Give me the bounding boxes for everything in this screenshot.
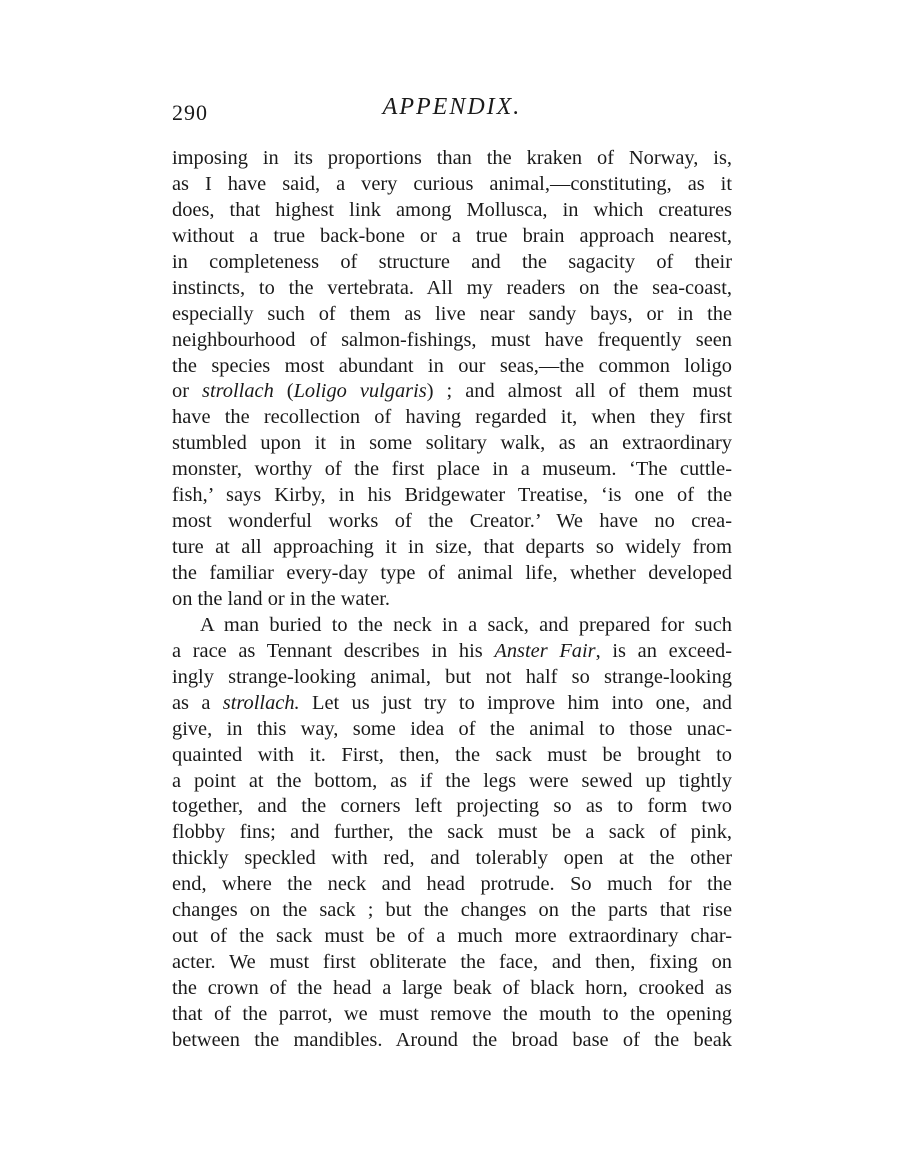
text-line: the familiar every-day type of animal life, whether developed: [172, 562, 732, 584]
text-line: give, in this way, some idea of the animal to those unac-: [172, 717, 732, 740]
text-line: fish,’ says Kirby, in his Bridgewater Treatise, ‘is one of the: [172, 484, 732, 507]
text-line: in completeness of structure and the sagacity of their: [172, 250, 732, 273]
text-run: or: [172, 380, 203, 403]
text-line: [172, 379, 732, 405]
text-line: most wonderful works of the Creator.’ We have no crea-: [172, 510, 732, 533]
text-line: monster, worthy of the first place in a museum. ‘The cuttle-: [172, 458, 732, 481]
text-run: Let us just try to improve him into one, and: [299, 691, 732, 714]
text-line: thickly speckled with red, and tolerably open at the other: [172, 847, 732, 870]
text-line: ture at all approaching it in size, that departs so widely from: [172, 536, 732, 559]
page-number: 290: [172, 100, 208, 125]
text-line: especially such of them as live near sandy bays, or in the: [172, 302, 732, 325]
text-line: out of the sack must be of a much more extraordinary char-: [172, 925, 732, 948]
text-line: on the land or in the water.: [172, 587, 391, 610]
text-line: that of the parrot, we must remove the mouth to the opening: [172, 1002, 732, 1025]
text-line: the crown of the head a large beak of black horn, crooked as: [172, 977, 732, 999]
text-line: A man buried to the neck in a sack, and prepared for such: [200, 613, 732, 636]
text-line: without a true back-bone or a true brain approach nearest,: [172, 224, 732, 247]
text-line: neighbourhood of salmon-fishings, must have frequently seen: [172, 328, 732, 351]
text-line: changes on the sack ; but the changes on the parts that rise: [172, 899, 732, 922]
text-line: the species most abundant in our seas,—the common loligo: [172, 354, 732, 377]
text-line: does, that highest link among Mollusca, in which creatures: [172, 198, 732, 221]
text-run: , is an exceed-: [595, 639, 732, 662]
italic-term: Anster Fair: [494, 639, 596, 662]
text-line: quainted with it. First, then, the sack must be brought to: [172, 743, 732, 766]
italic-term: Loligo vulgaris: [293, 380, 427, 403]
italic-term: strollach.: [222, 691, 300, 714]
text-line: ingly strange-looking animal, but not half so strange-looking: [172, 665, 732, 688]
text-line: instincts, to the vertebrata. All my readers on the sea-coast,: [172, 276, 732, 299]
text-run: (: [273, 380, 294, 403]
page-header: [172, 94, 732, 134]
text-line: [172, 639, 732, 665]
body-text: [172, 146, 732, 1054]
text-line: stumbled upon it in some solitary walk, as an extraordinary: [172, 432, 732, 455]
text-line: as I have said, a very curious animal,—constituting, as it: [172, 172, 732, 195]
text-run: a race as Tennant describes in his: [172, 639, 495, 662]
text-run: as a: [172, 691, 223, 714]
text-line: end, where the neck and head protrude. So much for the: [172, 873, 732, 896]
text-line: have the recollection of having regarded it, when they first: [172, 406, 732, 429]
italic-term: strollach: [202, 380, 274, 403]
text-line: together, and the corners left projecting so as to form two: [172, 795, 732, 818]
text-line: flobby fins; and further, the sack must be a sack of pink,: [172, 821, 732, 844]
text-line: between the mandibles. Around the broad base of the beak: [172, 1028, 732, 1051]
text-line: a point at the bottom, as if the legs were sewed up tightly: [172, 769, 732, 792]
running-head: APPENDIX.: [382, 94, 522, 120]
text-line: imposing in its proportions than the kraken of Norway, is,: [172, 147, 732, 169]
text-line: acter. We must first obliterate the face, and then, fixing on: [172, 951, 732, 974]
text-line: [172, 691, 732, 717]
text-run: ) ; and almost all of them must: [426, 380, 732, 403]
